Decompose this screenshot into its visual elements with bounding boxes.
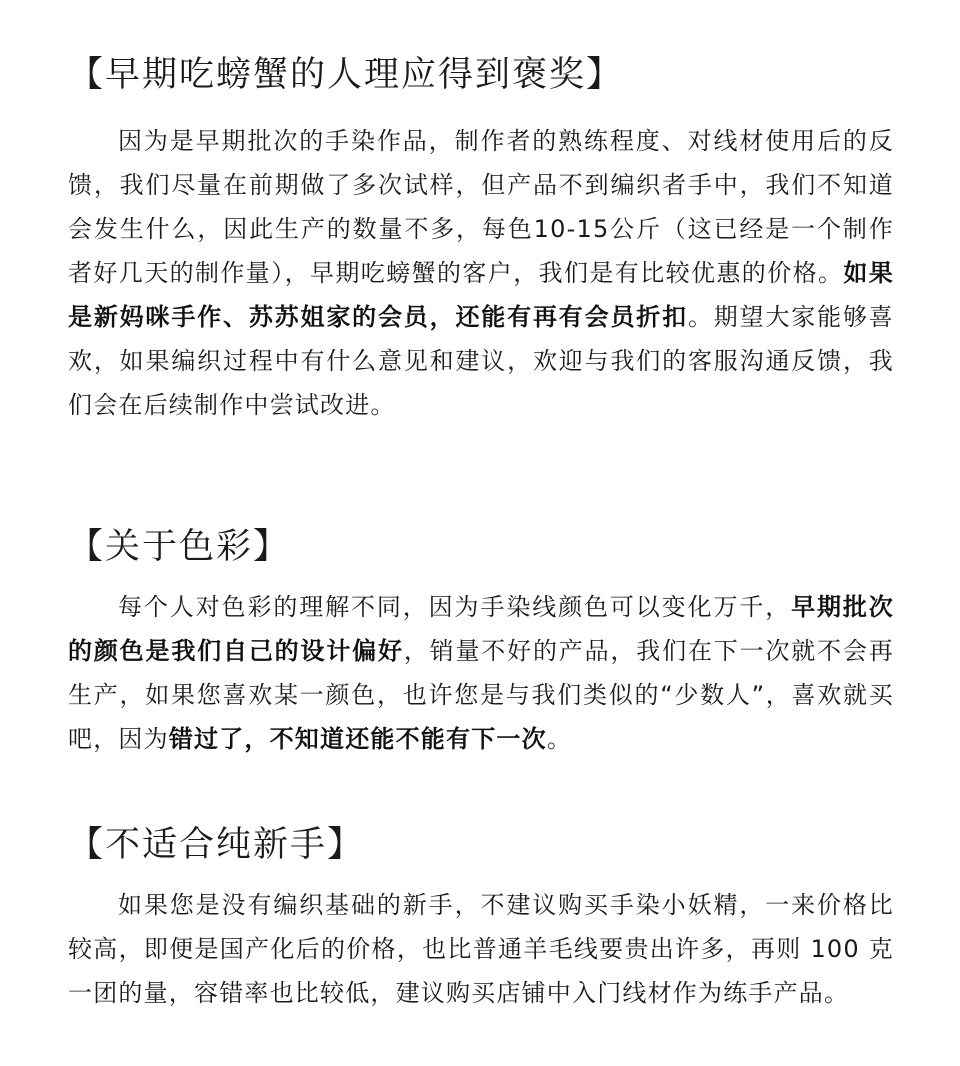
text-segment: 因为是早期批次的手染作品，制作者的熟练程度、对线材使用后的反馈，我们尽量在前期做了多次试样，但产品不到编织者手中，我们不知道会发生什么，因此生产的数量不多，每色10-15公斤（这已经是一个制作者好几天的制作量），早期吃螃蟹的客户，我们是有比较优惠的价格。 <box>68 127 894 287</box>
section-not-for-beginners <box>68 823 894 1015</box>
text-segment: ，销量不好的产品，我们在下一次就不会再生产，如果您喜欢某一颜色，也许您是与我们类似的“少数人”，喜欢就买吧，因为 <box>68 637 894 753</box>
bold-text-segment: 如果是新妈咪手作、苏苏姐家的会员，还能有再有会员折扣 <box>68 259 894 331</box>
section-heading: 【早期吃螃蟹的人理应得到褒奖】 <box>68 55 624 95</box>
text-segment: 每个人对色彩的理解不同，因为手染线颜色可以变化万千， <box>118 593 792 621</box>
bold-text-segment: 错过了，不知道还能不能有下一次 <box>168 725 547 753</box>
text-segment: 。期望大家能够喜欢，如果编织过程中有什么意见和建议，欢迎与我们的客服沟通反馈，我们会在后续制作中尝试改进。 <box>68 303 894 419</box>
section-paragraph <box>68 883 894 1015</box>
section-early-adopters <box>68 53 894 427</box>
section-paragraph <box>68 585 894 761</box>
text-segment: 如果您是没有编织基础的新手，不建议购买手染小妖精，一来价格比较高，即便是国产化后的价格，也比普通羊毛线要贵出许多，再则 100 克一团的量，容错率也比较低，建议购买店铺中入门线材作为练手产品。 <box>68 891 894 1007</box>
section-about-colors <box>68 525 894 761</box>
section-heading: 【关于色彩】 <box>68 527 291 567</box>
text-segment: 。 <box>546 725 573 753</box>
section-paragraph <box>68 119 894 427</box>
bold-text-segment: 早期批次的颜色是我们自己的设计偏好 <box>68 593 894 665</box>
section-heading: 【不适合纯新手】 <box>68 825 365 865</box>
